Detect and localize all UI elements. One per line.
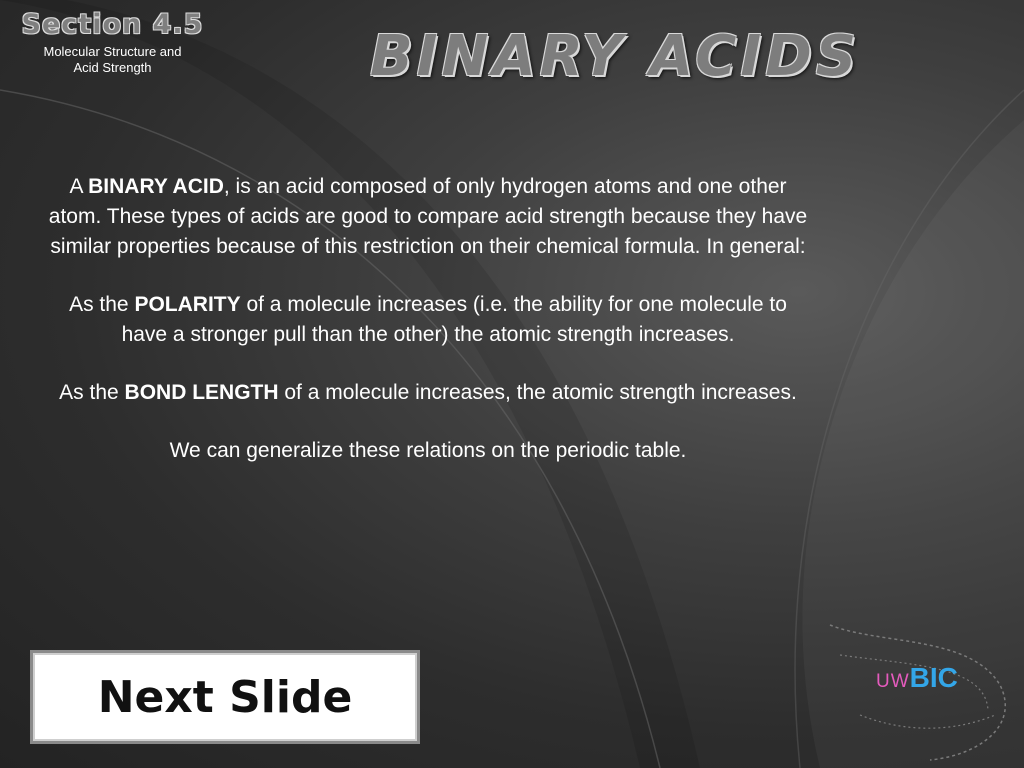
slide-content [48, 172, 808, 494]
p2-post: of a molecule increases (i.e. the ability for one molecule to have a stronger pull than the other) the atomic strength increases. [121, 293, 787, 346]
paragraph-polarity [48, 290, 808, 350]
section-subtitle-line2: Acid Strength [73, 60, 152, 75]
paragraph-bond-length [48, 378, 808, 408]
section-block [10, 10, 215, 76]
p2-bold: POLARITY [134, 293, 241, 316]
logo-text [876, 662, 958, 694]
p3-pre: As the [59, 381, 125, 404]
logo-uw: UW [876, 671, 910, 692]
paragraph-binary-acid [48, 172, 808, 262]
section-subtitle-line1: Molecular Structure and [43, 44, 182, 59]
p2-pre: As the [69, 293, 135, 316]
p1-pre: A [69, 175, 89, 198]
next-slide-button[interactable]: Next Slide [33, 653, 417, 741]
logo-bic: BIC [909, 662, 958, 693]
p1-post: , is an acid composed of only hydrogen atoms and one other atom. These types of acids are good to compare acid strength because they have similar properties because of this restriction on their chemical formula. In general: [48, 175, 808, 258]
p1-bold: BINARY ACID [88, 175, 224, 198]
page-title: BINARY ACIDS [369, 24, 861, 89]
section-title: Section 4.5 [21, 9, 204, 40]
paragraph-generalize: We can generalize these relations on the periodic table. [169, 439, 687, 462]
p3-post: of a molecule increases, the atomic strength increases. [278, 381, 797, 404]
uwbic-logo [820, 615, 1020, 765]
section-subtitle [10, 44, 215, 76]
p3-bold: BOND LENGTH [124, 381, 279, 404]
